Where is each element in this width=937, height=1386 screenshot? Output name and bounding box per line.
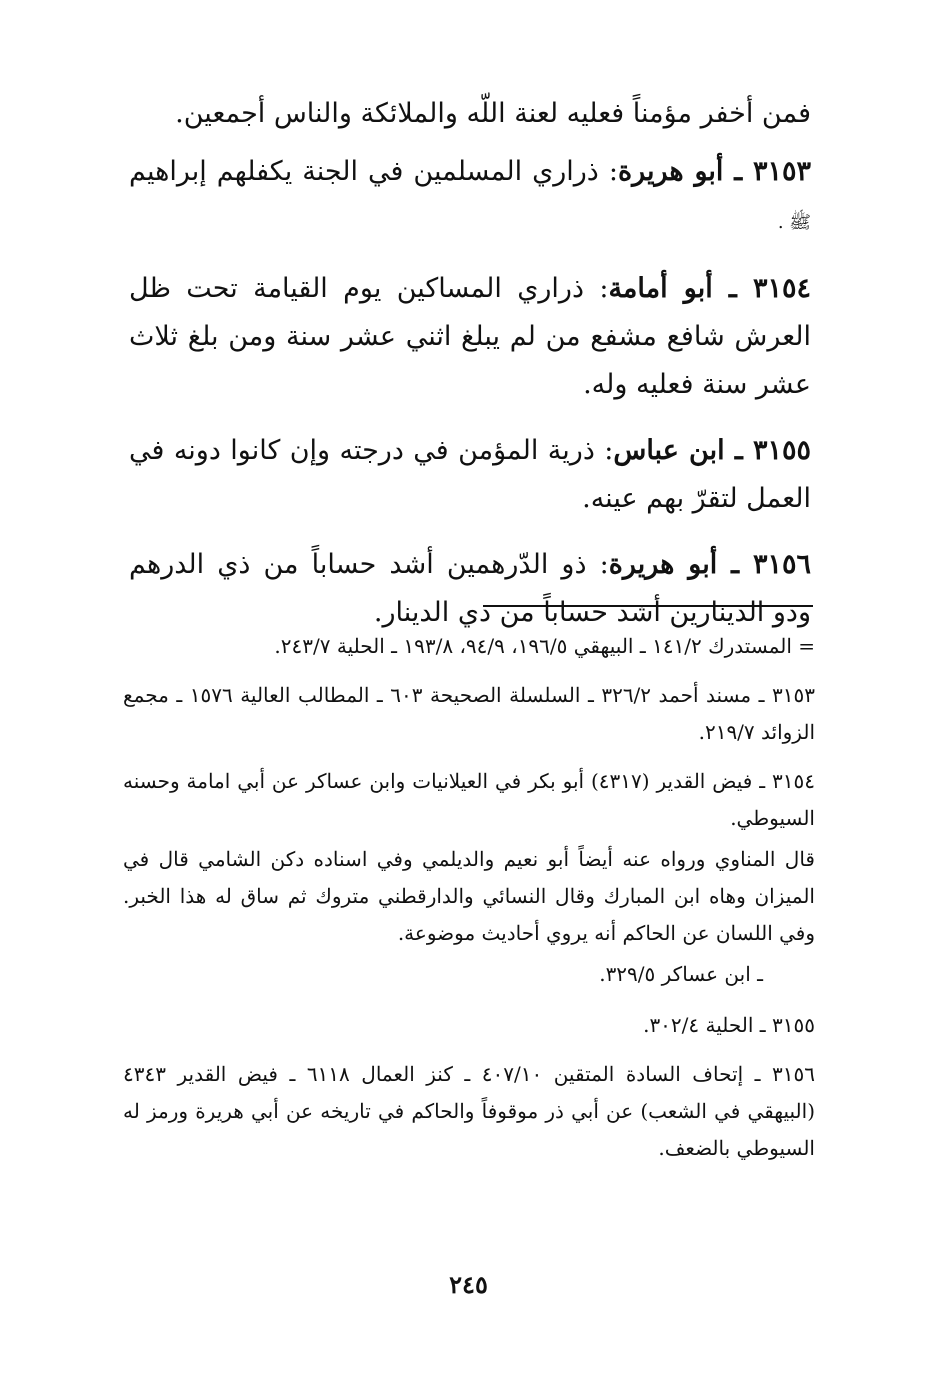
narrator-name: أبو هريرة	[608, 549, 718, 580]
dash-separator: ـ	[723, 156, 753, 187]
hadith-number: ٣١٥٣	[752, 156, 811, 187]
footnote-3155: ٣١٥٥ ـ الحلية ٣٠٢/٤.	[643, 1013, 815, 1037]
footnotes	[123, 628, 815, 1179]
hadith-entry	[129, 265, 811, 409]
hadith-text: ذو الدّرهمين أشد حساباً من ذي الدرهم وذو الدينارين أشد حساباً من ذي الدينار.	[129, 549, 811, 628]
hadith-number: ٣١٥٦	[753, 549, 812, 580]
colon-separator: :	[586, 549, 609, 580]
footnote-3154-comment: قال المناوي ورواه عنه أيضاً أبو نعيم والديلمي وفي اسناده دكن الشامي قال في الميزان وهاه ابن المبارك وقال النسائي والدارقطني متروك ثم ساق له هذا الخبر. وفي اللسان عن الحاكم أنه يروي أحاديث موضوعة.	[123, 847, 815, 945]
footnote-3154: ٣١٥٤ ـ فيض القدير (٤٣١٧) أبو بكر في العيلانيات وابن عساكر عن أبي امامة وحسنه السيوطي.	[123, 769, 815, 830]
hadith-text: ذرية المؤمن في درجته وإن كانوا دونه في العمل لتقرّ بهم عينه.	[129, 435, 811, 514]
honorific: ﷺ .	[777, 212, 811, 233]
hadith-number: ٣١٥٤	[752, 273, 811, 304]
colon-separator: :	[584, 273, 609, 304]
footnote-3154-source: ـ ابن عساكر ٣٢٩/٥.	[599, 962, 763, 986]
narrator-name: أبو أمامة	[608, 273, 713, 304]
hadith-entry	[129, 427, 811, 523]
dash-separator: ـ	[712, 273, 753, 304]
hadith-entry	[129, 541, 811, 637]
footnote-3156: ٣١٥٦ ـ إتحاف السادة المتقين ٤٠٧/١٠ ـ كنز العمال ٦١١٨ ـ فيض القدير ٤٣٤٣ (البيهقي في الشعب) عن أبي ذر موقوفاً والحاكم في تاريخه عن أبي هريرة ورمز له السيوطي بالضعف.	[123, 1062, 815, 1160]
footnote-divider	[483, 605, 813, 607]
narrator-name: ابن عباس	[613, 435, 725, 466]
page-number: ٢٤٥	[449, 1270, 488, 1299]
narrator-name: أبو هريرة	[617, 156, 724, 187]
main-text	[129, 90, 811, 655]
hadith-text: ذراري المسلمين في الجنة يكفلهم إبراهيم	[129, 156, 599, 187]
dash-separator: ـ	[724, 435, 753, 466]
hadith-text: ذراري المساكين يوم القيامة تحت ظل العرش شافع مشفع من لم يبلغ اثني عشر سنة ومن بلغ ثلاث عشر سنة فعليه وله.	[129, 273, 811, 400]
hadith-entry	[129, 148, 811, 247]
dash-separator: ـ	[717, 549, 753, 580]
colon-separator: :	[594, 435, 614, 466]
hadith-number: ٣١٥٥	[752, 435, 811, 466]
colon-separator: :	[598, 156, 618, 187]
intro-paragraph: فمن أخفر مؤمناً فعليه لعنة اللّه والملائكة والناس أجمعين.	[175, 98, 811, 129]
footnote-carryover: = المستدرك ١٤١/٢ ـ البيهقي ١٩٦/٥، ٩٤/٩، ١٩٣/٨ ـ الحلية ٢٤٣/٧.	[274, 634, 815, 658]
footnote-3153: ٣١٥٣ ـ مسند أحمد ٣٢٦/٢ ـ السلسلة الصحيحة ٦٠٣ ـ المطالب العالية ١٥٧٦ ـ مجمع الزوائد ٢١٩/٧.	[123, 683, 815, 744]
